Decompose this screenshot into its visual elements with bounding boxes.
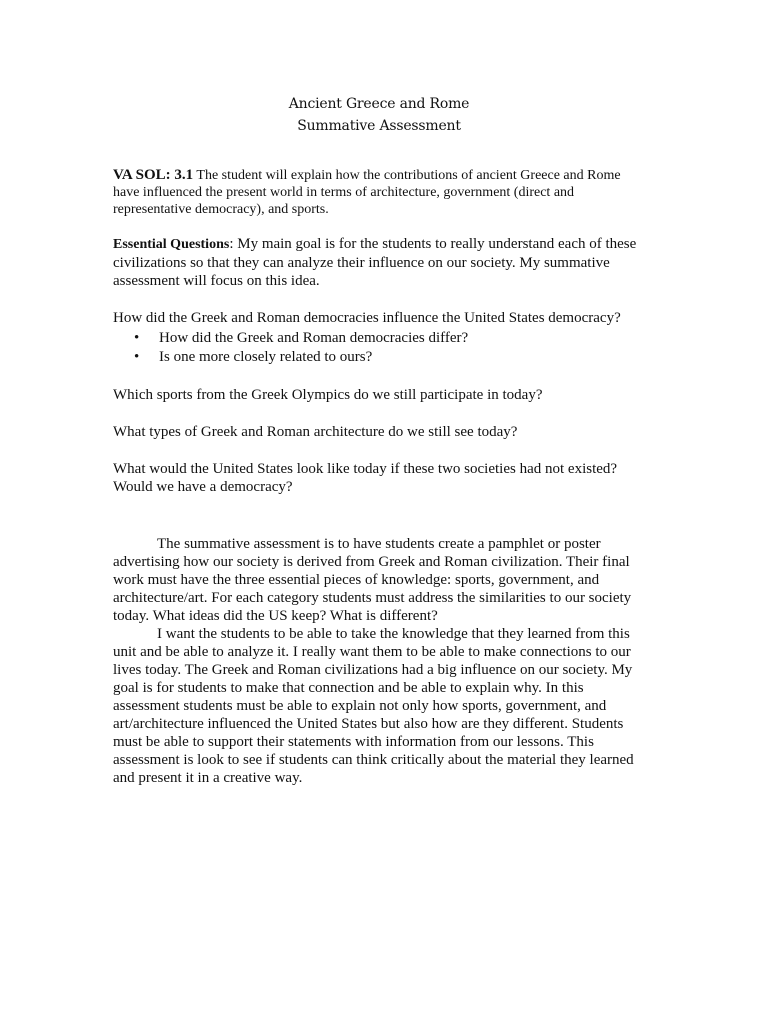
essential-questions-paragraph [113,235,645,290]
subquestion-item: • Is one more closely related to ours? [159,348,645,367]
essential-questions-label: Essential Questions [113,237,230,252]
essential-questions-text: : My main goal is for the students to really understand each of these civilizations so that they can analyze their influence on our society. My summative assessment will focus on this idea. [113,236,637,289]
sol-text: The student will explain how the contributions of ancient Greece and Rome have influenced the present world in terms of architecture, government (direct and representative democracy), and sports. [113,168,621,217]
question-sports: Which sports from the Greek Olympics do we still participate in today? [113,387,543,403]
subquestion-item: • How did the Greek and Roman democracies differ? [159,329,645,348]
question-democracy: How did the Greek and Roman democracies influence the United States democracy? [113,310,621,326]
sol-label: VA SOL: 3.1 [113,167,194,183]
document-title: Ancient Greece and Rome [288,96,470,112]
document-page [113,93,645,787]
question-architecture: What types of Greek and Roman architecture do we still see today? [113,424,518,440]
democracy-subquestions [113,329,645,367]
question-counterfactual: What would the United States look like today if these two societies had not existed? Would we have a democracy? [113,461,618,495]
sol-paragraph [113,167,645,218]
assessment-description [113,535,645,787]
document-subtitle: Summative Assessment [297,118,461,134]
title-block [113,93,645,137]
body-paragraph-2: I want the students to be able to take the knowledge that they learned from this unit and be able to analyze it. I really want them to be able to make connections to our lives today. The Greek and Roman civilizations had a big influence on our society. My goal is for students to make that connection and be able to explain why. In this assessment students must be able to explain not only how sports, government, and art/architecture influenced the United States but also how are they different. Students must be able to support their statements with information from our lessons. This assessment is look to see if students can think critically about the material they learned and present it in a creative way. [113,626,634,786]
body-paragraph-1: The summative assessment is to have students create a pamphlet or poster advertising how our society is derived from Greek and Roman civilization. Their final work must have the three essential pieces of knowledge: sports, government, and architecture/art. For each category students must address the similarities to our society today. What ideas did the US keep? What is different? [113,536,632,624]
